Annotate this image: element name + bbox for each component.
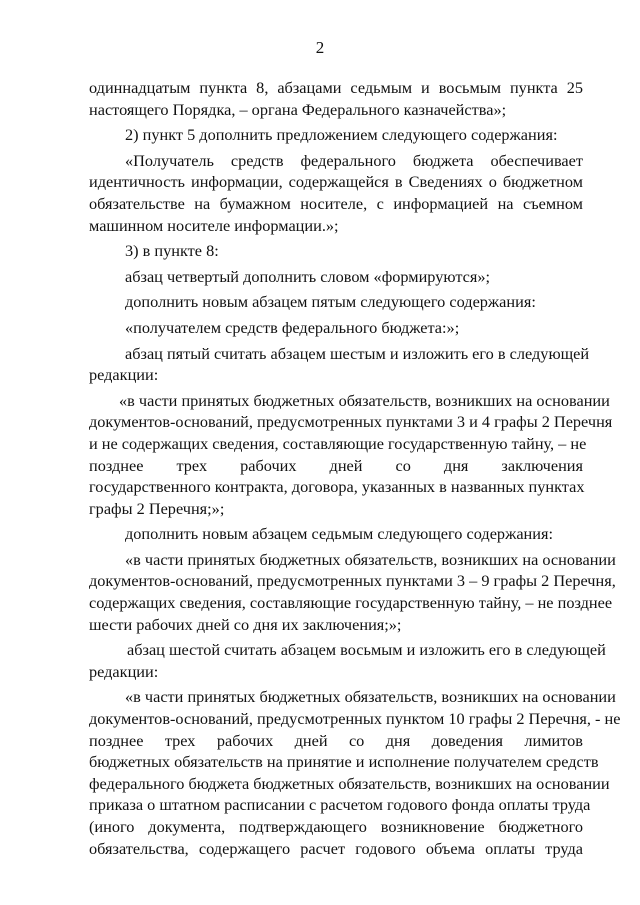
text-line: идентичность информации, содержащейся в Сведениях о бюджетном	[89, 172, 583, 192]
text-line: графы 2 Перечня;»;	[89, 498, 225, 518]
text-line: одиннадцатым пункта 8, абзацами седьмым и восьмым пункта 25	[89, 78, 583, 97]
text-line: позднее трех рабочих дней со дня доведения лимитов	[89, 730, 583, 750]
text-line: обязательства, содержащего расчет годового объема оплаты труда	[89, 838, 583, 858]
text-line: документов-оснований, предусмотренных пунктами 3 и 4 графы 2 Перечня	[89, 412, 613, 432]
text-line: бюджетных обязательств на принятие и исполнение получателем средств	[89, 752, 599, 772]
text-line: «в части принятых бюджетных обязательств, возникших на основании	[125, 549, 616, 569]
text-line: абзац шестой считать абзацем восьмым и изложить его в следующей	[127, 640, 606, 660]
text-line: федерального бюджета бюджетных обязательств, возникших на основании	[89, 773, 610, 793]
text-line: обязательстве на бумажном носителе, с информацией на съемном	[89, 193, 583, 213]
text-line: содержащих сведения, составляющие государственную тайну, – не позднее	[89, 593, 613, 613]
text-line: абзац пятый считать абзацем шестым и изложить его в следующей	[125, 343, 590, 363]
text-line: документов-оснований, предусмотренных пунктом 10 графы 2 Перечня, - не	[89, 709, 621, 729]
text-line: дополнить новым абзацем пятым следующего содержания:	[125, 292, 536, 312]
text-line: 3) в пункте 8:	[125, 241, 219, 261]
text-line: «в части принятых бюджетных обязательств, возникших на основании	[119, 390, 610, 410]
text-line: редакции:	[89, 365, 159, 385]
text-line: настоящего Порядка, – органа Федерального казначейства»;	[89, 99, 507, 119]
text-line: позднее трех рабочих дней со дня заключения	[89, 455, 583, 475]
text-line: (иного документа, подтверждающего возникновение бюджетного	[89, 817, 583, 836]
text-line: абзац четвертый дополнить словом «формируются»;	[125, 266, 491, 286]
text-line: 2) пункт 5 дополнить предложением следующего содержания:	[125, 125, 558, 145]
text-line: и не содержащих сведения, составляющие государственную тайну, – не	[89, 433, 587, 453]
text-line: шести рабочих дней со дня их заключения;»;	[89, 614, 402, 634]
text-line: приказа о штатном расписании с расчетом годового фонда оплаты труда	[89, 795, 591, 815]
text-line: «Получатель средств федерального бюджета обеспечивает	[125, 150, 583, 170]
text-line: машинном носителе информации.»;	[89, 215, 339, 235]
text-line: документов-оснований, предусмотренных пунктами 3 – 9 графы 2 Перечня,	[89, 571, 616, 591]
text-line: редакции:	[89, 661, 159, 681]
page-number: 2	[315, 38, 325, 57]
text-line: «в части принятых бюджетных обязательств, возникших на основании	[125, 687, 616, 707]
text-line: государственного контракта, договора, указанных в названных пунктах	[89, 477, 585, 497]
text-line: дополнить новым абзацем седьмым следующего содержания:	[125, 524, 553, 544]
text-line: «получателем средств федерального бюджета:»;	[125, 317, 460, 337]
document-body	[89, 77, 621, 859]
